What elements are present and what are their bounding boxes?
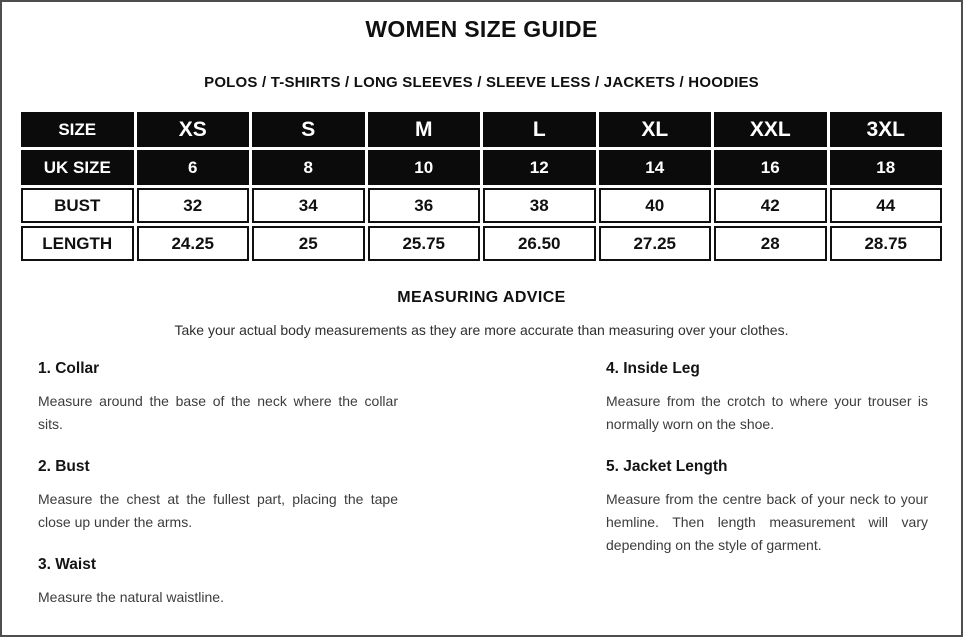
advice-item-text: Measure from the centre back of your neck to your hemline. Then length measurement will vary depending on the style of garment. [606,491,928,553]
advice-item-title: 5. Jacket Length [606,458,728,475]
advice-item-bust [38,458,398,534]
advice-item-title: 4. Inside Leg [606,360,700,377]
size-value: XL [599,112,712,147]
advice-item-text: Measure the chest at the fullest part, placing the tape close up under the arms. [38,491,398,530]
measuring-advice-heading: MEASURING ADVICE [397,289,566,306]
size-value: 3XL [830,112,943,147]
row-label-size: SIZE [21,112,134,147]
table-row-size [21,112,942,147]
bust-value: 36 [368,188,481,223]
advice-column-left [38,338,398,609]
advice-item-title: 3. Waist [38,556,96,573]
category-subtitle: POLOS / T-SHIRTS / LONG SLEEVES / SLEEVE LESS / JACKETS / HOODIES [204,74,759,91]
size-table-wrapper [18,109,945,264]
uk-size-value: 8 [252,150,365,185]
advice-item-text: Measure around the base of the neck where the collar sits. [38,393,398,432]
row-label-length: LENGTH [21,226,134,261]
size-value: XS [137,112,250,147]
advice-item-text: Measure from the crotch to where your trouser is normally worn on the shoe. [606,393,928,432]
bust-value: 38 [483,188,596,223]
bust-value: 32 [137,188,250,223]
length-value: 28 [714,226,827,261]
advice-columns [2,338,961,609]
length-value: 25.75 [368,226,481,261]
advice-item-text: Measure the natural waistline. [38,589,224,605]
uk-size-value: 6 [137,150,250,185]
bust-value: 40 [599,188,712,223]
advice-item-title: 1. Collar [38,360,100,377]
table-row-length [21,226,942,261]
table-row-uk-size [21,150,942,185]
table-row-bust [21,188,942,223]
row-label-bust: BUST [21,188,134,223]
size-value: S [252,112,365,147]
page-title: WOMEN SIZE GUIDE [365,16,598,42]
size-value: L [483,112,596,147]
measuring-advice-intro: Take your actual body measurements as they are more accurate than measuring over your clothes. [174,322,789,338]
length-value: 25 [252,226,365,261]
bust-value: 34 [252,188,365,223]
advice-item-jacket-length [606,458,928,557]
size-value: XXL [714,112,827,147]
length-value: 28.75 [830,226,943,261]
uk-size-value: 10 [368,150,481,185]
uk-size-value: 18 [830,150,943,185]
advice-item-inside-leg [606,360,928,436]
length-value: 26.50 [483,226,596,261]
length-value: 24.25 [137,226,250,261]
advice-column-right [606,338,928,609]
uk-size-value: 16 [714,150,827,185]
advice-item-waist [38,556,398,609]
bust-value: 42 [714,188,827,223]
bust-value: 44 [830,188,943,223]
row-label-uk-size: UK SIZE [21,150,134,185]
uk-size-value: 14 [599,150,712,185]
length-value: 27.25 [599,226,712,261]
advice-item-title: 2. Bust [38,458,90,475]
advice-item-collar [38,360,398,436]
uk-size-value: 12 [483,150,596,185]
size-table [18,109,945,264]
size-value: M [368,112,481,147]
